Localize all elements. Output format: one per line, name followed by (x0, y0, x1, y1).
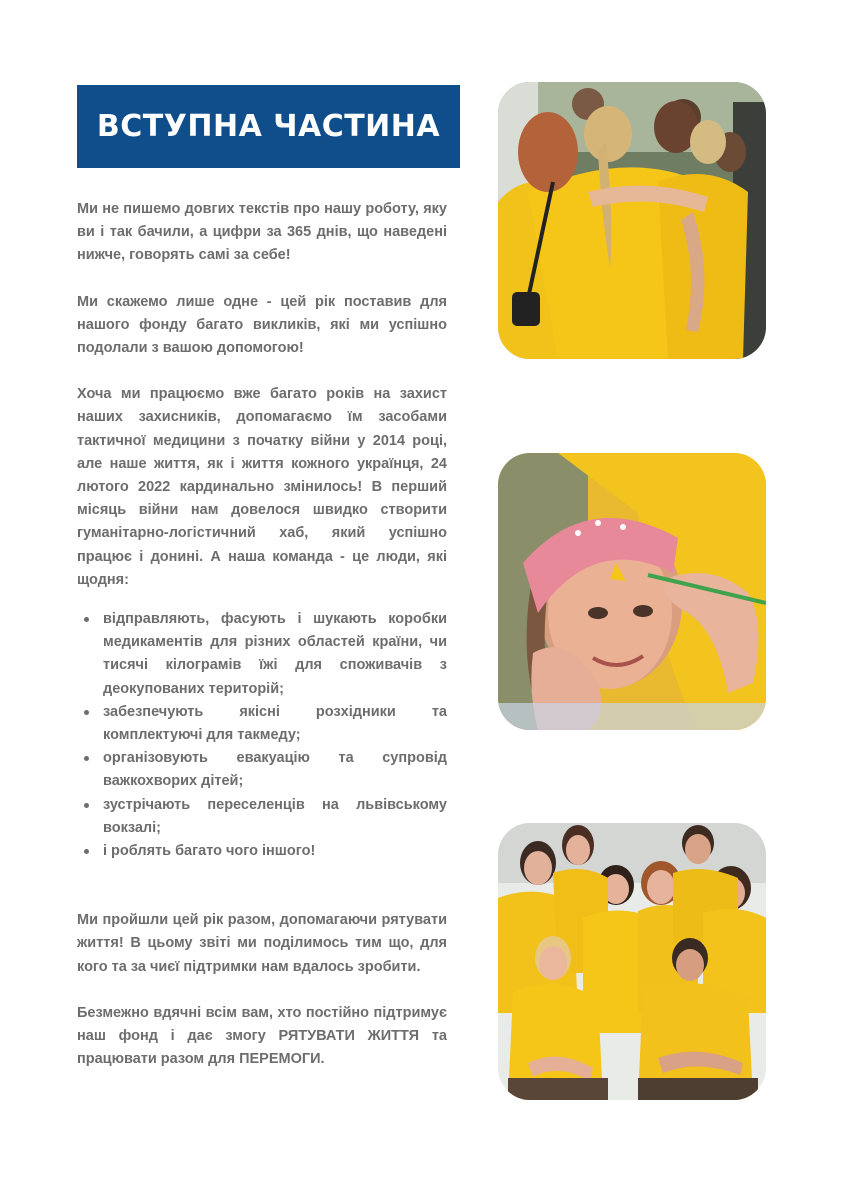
intro-paragraph-4: Ми пройшли цей рік разом, допомагаючи рятувати життя! В цьому звіті ми поділимось тим що, для кого та за чиєї підтримки нам вдалось зробити. (77, 912, 447, 975)
list-item (77, 840, 447, 863)
list-item (77, 608, 447, 701)
intro-paragraph-3: Хоча ми працюємо вже багато років на захист наших захисників, допомагаємо їм засобами тактичної медицини з початку війни у 2014 році, але наше життя, як і життя кожного українця, 24 лютого 2022 кардинально змінилось! В перший місяць війни нам довелося швидко створити гуманітарно-логістичний хаб, який успішно працює і донині. А наша команда - це люди, які щодня: (77, 386, 447, 588)
list-item (77, 747, 447, 793)
bullet-icon (84, 756, 89, 761)
list-item-text: зустрічають переселенців на львівському вокзалі; (103, 796, 447, 836)
team-group-photo (498, 823, 766, 1100)
child-face-painting-photo (498, 453, 766, 730)
list-item-text: забезпечують якісні розхідники та комплектуючі для такмеду; (103, 703, 447, 744)
bullet-icon (84, 710, 89, 715)
intro-paragraph-5: Безмежно вдячні всім вам, хто постійно підтримує наш фонд і дає змогу РЯТУВАТИ ЖИТТЯ та працювати разом для ПЕРЕМОГИ. (77, 1004, 447, 1068)
intro-paragraph-1: Ми не пишемо довгих текстів про нашу роботу, яку ви і так бачили, а цифри за 365 днів, що наведені нижче, говорять самі за себе! (77, 201, 447, 264)
section-title: ВСТУПНА ЧАСТИНА (96, 109, 441, 144)
section-title-banner (77, 85, 460, 168)
list-item (77, 794, 447, 840)
bullet-icon (84, 617, 89, 622)
intro-paragraph-2: Ми скажемо лише одне - цей рік поставив для нашого фонду багато викликів, які ми успішно подолали з вашою допомогою! (77, 293, 447, 357)
intro-text-block (77, 198, 447, 1072)
list-item (77, 701, 447, 747)
bullet-icon (84, 849, 89, 854)
bullet-icon (84, 803, 89, 808)
activities-list (77, 608, 447, 863)
list-item-text: відправляють, фасують і шукають коробки медикаментів для різних областей країни, чи тисячі кілограмів їжі для споживачів з деокупованих територій; (103, 611, 447, 697)
list-item-text: і роблять багато чого іншого! (103, 843, 316, 860)
volunteers-hugging-photo (498, 82, 766, 359)
list-item-text: організовують евакуацію та супровід важкохворих дітей; (103, 750, 447, 790)
